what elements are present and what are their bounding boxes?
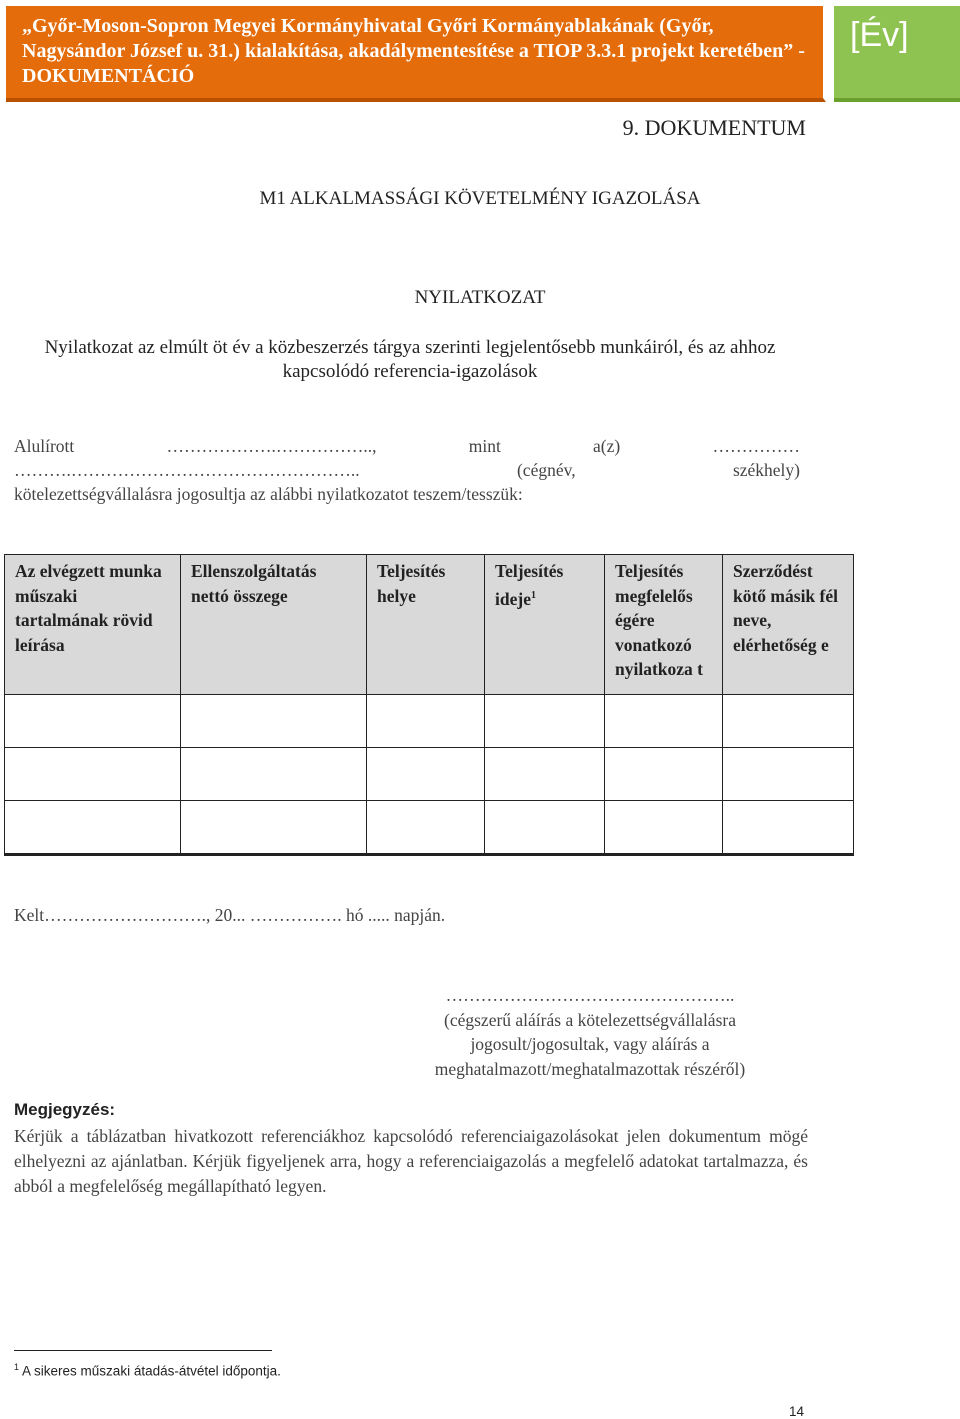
col-header-statement: Teljesítés megfelelős égére vonatkozó nyilatkoza t bbox=[605, 555, 723, 695]
footnote-text: A sikeres műszaki átadás-átvétel időpontja. bbox=[22, 1363, 281, 1379]
table-row bbox=[5, 695, 854, 748]
table-cell[interactable] bbox=[723, 801, 854, 855]
col-header-partner: Szerződést kötő másik fél neve, elérhetőség e bbox=[723, 555, 854, 695]
col-header-amount: Ellenszolgáltatás nettó összege bbox=[181, 555, 367, 695]
declaration-subtitle: Nyilatkozat az elmúlt öt év a közbeszerzés tárgya szerinti legjelentősebb munkáiról, és az ahhoz kapcsolódó referencia-igazolások bbox=[44, 337, 776, 382]
table-cell[interactable] bbox=[5, 801, 181, 855]
table-cell[interactable] bbox=[5, 695, 181, 748]
header-title-banner bbox=[6, 6, 826, 102]
company-blank-cont: ……….………………………………………….. bbox=[14, 460, 360, 480]
footnote-number: 1 bbox=[14, 1362, 20, 1372]
intro-word: (cégnév, bbox=[516, 460, 576, 480]
table-cell[interactable] bbox=[181, 748, 367, 801]
intro-line-2 bbox=[14, 458, 800, 482]
table-cell[interactable] bbox=[367, 695, 485, 748]
table-cell[interactable] bbox=[181, 801, 367, 855]
col-header-date bbox=[485, 555, 605, 695]
page-number: 14 bbox=[789, 1404, 805, 1419]
declaration-heading: NYILATKOZAT bbox=[414, 287, 546, 308]
note-heading: Megjegyzés: bbox=[14, 1100, 116, 1119]
table-cell[interactable] bbox=[723, 748, 854, 801]
header-title: „Győr-Moson-Sopron Megyei Kormányhivatal Győri Kormányablakának (Győr, Nagysándor József u. 31.) kialakítása, akadálymentesítése a TIOP 3.3.1 projekt keretében” - DOKUMENTÁCIÓ bbox=[22, 15, 805, 87]
signature-block bbox=[380, 983, 800, 1081]
intro-paragraph bbox=[14, 434, 800, 506]
name-blank: ……………….…………….., bbox=[166, 436, 377, 456]
header-year-label: [Év] bbox=[850, 16, 909, 54]
intro-word: a(z) bbox=[593, 436, 621, 456]
reference-table bbox=[4, 554, 854, 856]
company-blank: …………… bbox=[712, 436, 800, 456]
table-row bbox=[5, 801, 854, 855]
table-cell[interactable] bbox=[605, 748, 723, 801]
page-title: M1 ALKALMASSÁGI KÖVETELMÉNY IGAZOLÁSA bbox=[259, 188, 701, 209]
date-line: Kelt………………………., 20... ……………. hó ..... napján. bbox=[14, 905, 446, 925]
note-text: Kérjük a táblázatban hivatkozott referenciákhoz kapcsolódó referenciaigazolásokat jelen dokumentum mögé elhelyezni az ajánlatban. Kérjük figyeljenek arra, hogy a referenciaigazolás a megfelelő adatokat tartalmazza, és abból a megfelelőség megállapítható legyen. bbox=[14, 1126, 808, 1196]
signature-caption: (cégszerű aláírás a kötelezettségvállalásra jogosult/jogosultak, vagy aláírás a meghatalmazott/meghatalmazottak részéről) bbox=[434, 1009, 746, 1079]
col-header-description: Az elvégzett munka műszaki tartalmának rövid leírása bbox=[5, 555, 181, 695]
signature-line: ………………………………………….. bbox=[445, 985, 735, 1005]
table-cell[interactable] bbox=[485, 695, 605, 748]
table-cell[interactable] bbox=[181, 695, 367, 748]
intro-word: Alulírott bbox=[14, 436, 75, 456]
document-number: 9. DOKUMENTUM bbox=[622, 115, 806, 140]
table-cell[interactable] bbox=[605, 695, 723, 748]
document-header bbox=[6, 6, 960, 106]
table-cell[interactable] bbox=[605, 801, 723, 855]
col-header-place: Teljesítés helye bbox=[367, 555, 485, 695]
intro-word: székhely) bbox=[732, 460, 800, 480]
table-cell[interactable] bbox=[485, 748, 605, 801]
intro-line-1 bbox=[14, 434, 800, 458]
table-cell[interactable] bbox=[723, 695, 854, 748]
intro-word: mint bbox=[468, 436, 501, 456]
col-header-date-text: Teljesítés ideje bbox=[495, 561, 564, 609]
table-cell[interactable] bbox=[485, 801, 605, 855]
table-header-row bbox=[5, 555, 854, 695]
footnote-divider bbox=[14, 1350, 272, 1351]
table-row bbox=[5, 748, 854, 801]
table-cell[interactable] bbox=[367, 801, 485, 855]
footnote-ref: 1 bbox=[530, 589, 536, 601]
table-cell[interactable] bbox=[367, 748, 485, 801]
table-cell[interactable] bbox=[5, 748, 181, 801]
footnote bbox=[14, 1362, 281, 1379]
header-year-banner bbox=[834, 6, 960, 102]
intro-line-3: kötelezettségvállalásra jogosultja az alábbi nyilatkozatot teszem/tesszük: bbox=[14, 484, 523, 504]
